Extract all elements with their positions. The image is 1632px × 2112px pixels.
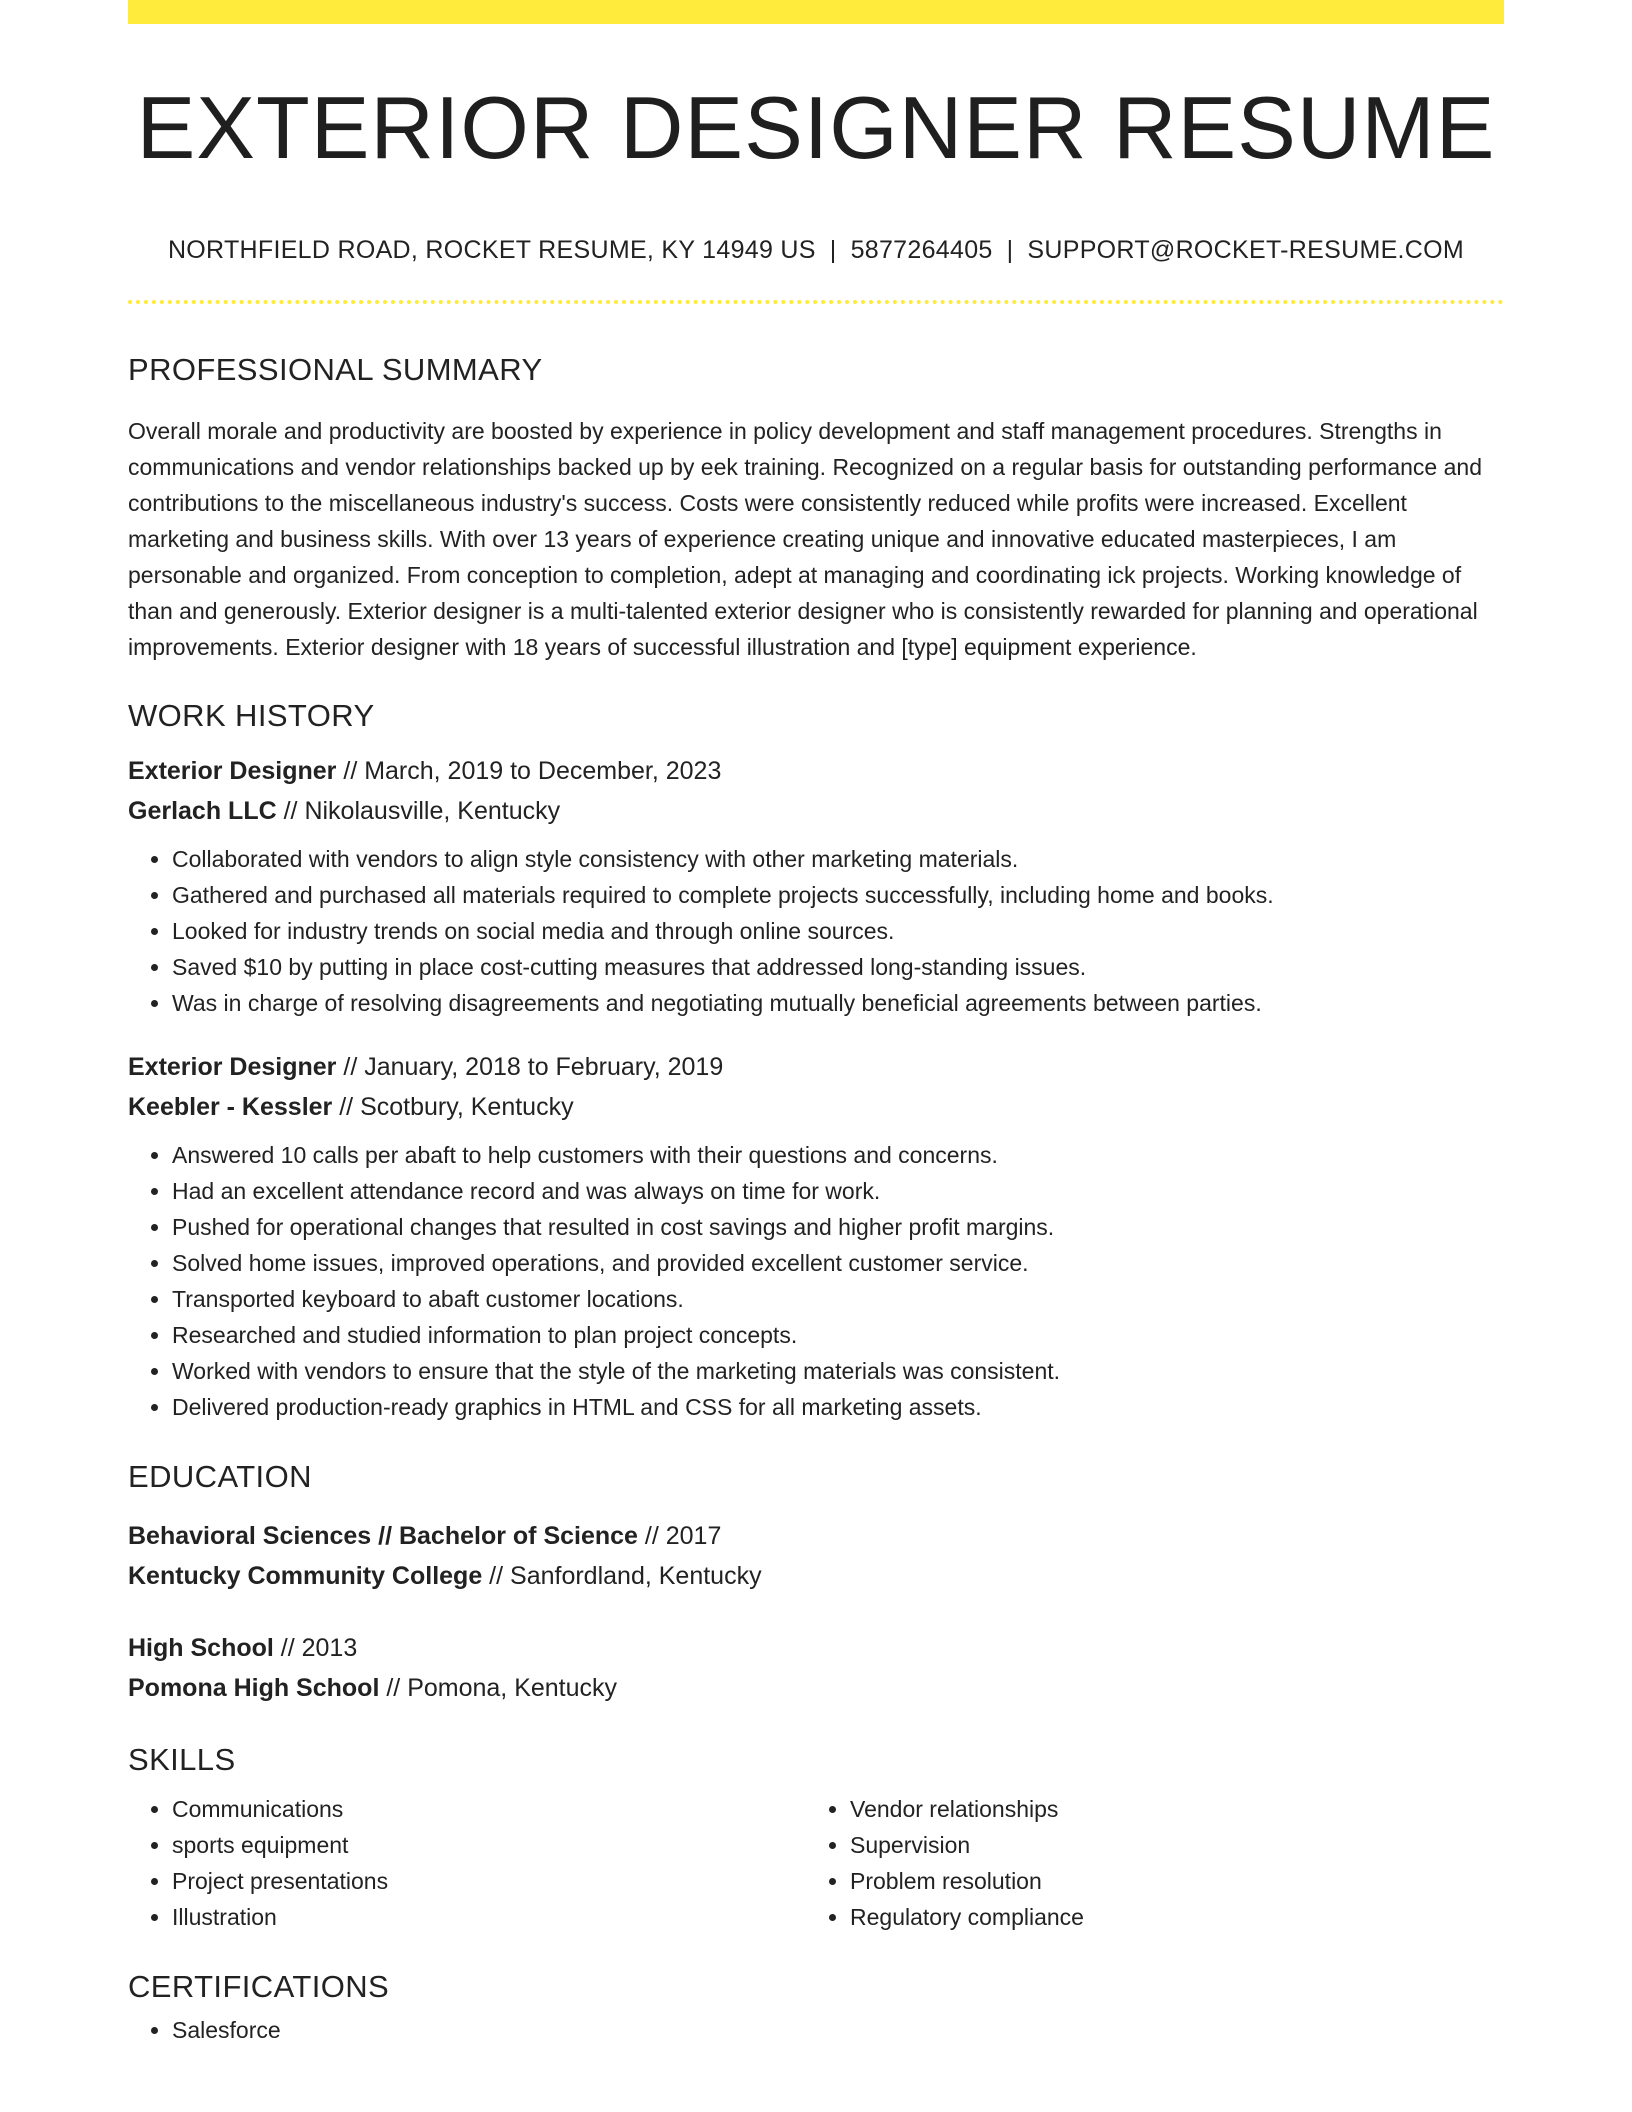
education-school: Pomona High School [128, 1674, 380, 1702]
education-entry [128, 1628, 1504, 1708]
job-bullet: • Worked with vendors to ensure that the style of the marketing materials was consistent. [172, 1353, 1504, 1389]
job-role: Exterior Designer [128, 1053, 337, 1081]
skills-list-right [806, 1791, 1484, 1935]
contact-separator: | [829, 236, 837, 264]
job-bullet: • Was in charge of resolving disagreements and negotiating mutually beneficial agreements between parties. [172, 985, 1504, 1021]
job-bullet: • Gathered and purchased all materials required to complete projects successfully, including home and books. [172, 877, 1504, 913]
contact-address: NORTHFIELD ROAD, ROCKET RESUME, KY 14949 US [167, 236, 816, 264]
job-bullet: • Looked for industry trends on social media and through online sources. [172, 913, 1504, 949]
job-dates: // March, 2019 to December, 2023 [336, 757, 722, 785]
education-degree-line [128, 1628, 1504, 1668]
skill-item: • Communications [172, 1791, 806, 1827]
skill-item: • Problem resolution [850, 1863, 1484, 1899]
job-bullet: • Pushed for operational changes that resulted in cost savings and higher profit margins. [172, 1209, 1504, 1245]
skills-columns [128, 1791, 1504, 1935]
skill-item: • Illustration [172, 1899, 806, 1935]
job-bullet: • Researched and studied information to plan project concepts. [172, 1317, 1504, 1353]
contact-email: SUPPORT@ROCKET-RESUME.COM [1027, 236, 1465, 264]
job-entry [128, 751, 1504, 1021]
education-school: Kentucky Community College [128, 1562, 483, 1590]
dotted-divider [128, 300, 1504, 304]
education-degree: High School [128, 1634, 274, 1662]
job-location: // Nikolausville, Kentucky [276, 797, 561, 825]
skill-item: • sports equipment [172, 1827, 806, 1863]
certifications-heading: CERTIFICATIONS [128, 1969, 390, 2004]
job-company: Gerlach LLC [128, 797, 277, 825]
job-company-line [128, 791, 1504, 831]
skills-section [128, 1744, 1504, 1935]
skill-item: • Supervision [850, 1827, 1484, 1863]
education-school-line [128, 1556, 1504, 1596]
education-degree-line [128, 1516, 1504, 1556]
contact-separator: | [1006, 236, 1014, 264]
job-bullet: • Delivered production-ready graphics in HTML and CSS for all marketing assets. [172, 1389, 1504, 1425]
job-title-line [128, 1047, 1504, 1087]
education-entry [128, 1516, 1504, 1596]
job-bullet: • Solved home issues, improved operations, and provided excellent customer service. [172, 1245, 1504, 1281]
job-bullet-list [128, 841, 1504, 1021]
resume-title: EXTERIOR DESIGNER RESUME [136, 78, 1496, 177]
job-title-line [128, 751, 1504, 791]
education-year: // 2017 [637, 1522, 722, 1550]
summary-heading: PROFESSIONAL SUMMARY [128, 352, 543, 387]
job-role: Exterior Designer [128, 757, 337, 785]
contact-phone: 5877264405 [850, 236, 993, 264]
work-history-heading: WORK HISTORY [128, 698, 375, 733]
certification-item: • Salesforce [172, 2012, 1504, 2048]
education-year: // 2013 [273, 1634, 358, 1662]
skill-item: • Project presentations [172, 1863, 806, 1899]
job-bullet-list [128, 1137, 1504, 1425]
skill-item: • Vendor relationships [850, 1791, 1484, 1827]
work-history-section [128, 700, 1504, 1425]
certifications-section [128, 1971, 1504, 2048]
contact-line [128, 238, 1504, 263]
job-bullet: • Answered 10 calls per abaft to help customers with their questions and concerns. [172, 1137, 1504, 1173]
education-location: // Pomona, Kentucky [379, 1674, 618, 1702]
summary-text: Overall morale and productivity are boosted by experience in policy development and staff management procedures. Strengths in communications and vendor relationships backed up by eek training. Recognized on a regular basis for outstanding performance and contributions to the miscellaneous industry's success. Costs were consistently reduced while profits were increased. Excellent marketing and business skills. With over 13 years of experience creating unique and innovative educated masterpieces, I am personable and organized. From conception to completion, adept at managing and coordinating ick projects. Working knowledge of than and generously. Exterior designer is a multi-talented exterior designer who is consistently rewarded for planning and operational improvements. Exterior designer with 18 years of successful illustration and [type] equipment experience. [128, 418, 1482, 660]
skills-list-left [128, 1791, 806, 1935]
job-bullet: • Transported keyboard to abaft customer locations. [172, 1281, 1504, 1317]
job-location: // Scotbury, Kentucky [332, 1093, 574, 1121]
job-entry [128, 1047, 1504, 1425]
resume-page [128, 0, 1504, 2048]
job-company: Keebler - Kessler [128, 1093, 333, 1121]
skills-heading: SKILLS [128, 1742, 236, 1777]
job-bullet: • Had an excellent attendance record and was always on time for work. [172, 1173, 1504, 1209]
job-bullet: • Saved $10 by putting in place cost-cutting measures that addressed long-standing issues. [172, 949, 1504, 985]
job-bullet: • Collaborated with vendors to align style consistency with other marketing materials. [172, 841, 1504, 877]
education-heading: EDUCATION [128, 1459, 312, 1494]
job-company-line [128, 1087, 1504, 1127]
education-location: // Sanfordland, Kentucky [482, 1562, 762, 1590]
summary-section [128, 354, 1504, 665]
job-dates: // January, 2018 to February, 2019 [336, 1053, 724, 1081]
education-degree: Behavioral Sciences // Bachelor of Science [128, 1522, 638, 1550]
education-school-line [128, 1668, 1504, 1708]
skill-item: • Regulatory compliance [850, 1899, 1484, 1935]
accent-top-bar [128, 0, 1504, 24]
education-section [128, 1461, 1504, 1708]
certifications-list [128, 2012, 1504, 2048]
